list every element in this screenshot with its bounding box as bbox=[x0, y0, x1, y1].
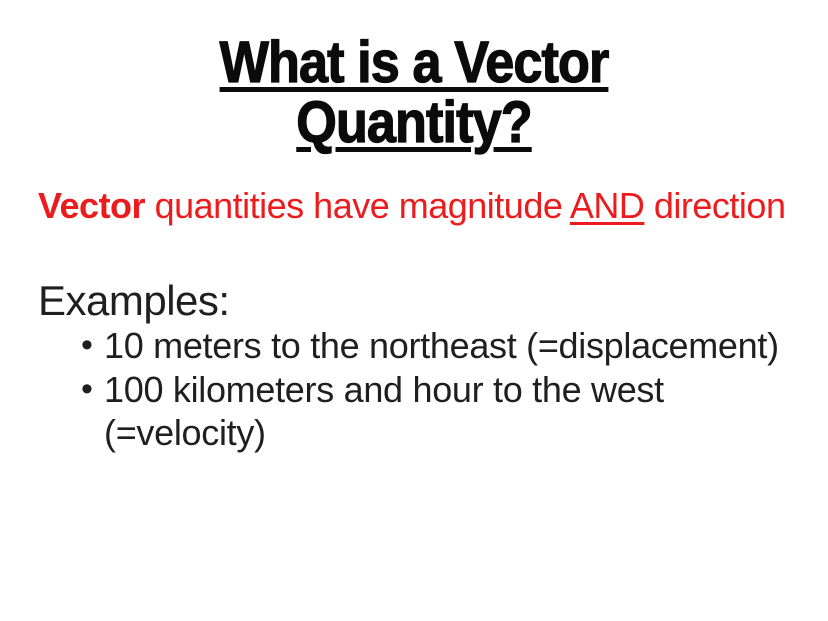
bullet-list bbox=[83, 324, 813, 455]
statement-middle: quantities have magnitude bbox=[145, 185, 570, 226]
examples-label: Examples: bbox=[38, 277, 230, 324]
vector-statement bbox=[38, 184, 785, 228]
statement-lead-bold: Vector bbox=[38, 185, 146, 226]
bullet-text-continuation: (=velocity) bbox=[104, 412, 266, 453]
slide-title bbox=[104, 30, 724, 155]
bullet-icon: • bbox=[81, 369, 93, 408]
list-item bbox=[83, 324, 813, 368]
bullet-text: 100 kilometers and hour to the west bbox=[104, 368, 664, 410]
list-item bbox=[83, 368, 813, 455]
statement-and-underlined: AND bbox=[569, 185, 645, 226]
statement-tail: direction bbox=[644, 185, 786, 226]
bullet-text: 10 meters to the northeast (=displacement) bbox=[104, 325, 779, 366]
bullet-icon: • bbox=[81, 326, 93, 364]
slide-title-text: What is a Vector Quantity? bbox=[219, 30, 609, 155]
